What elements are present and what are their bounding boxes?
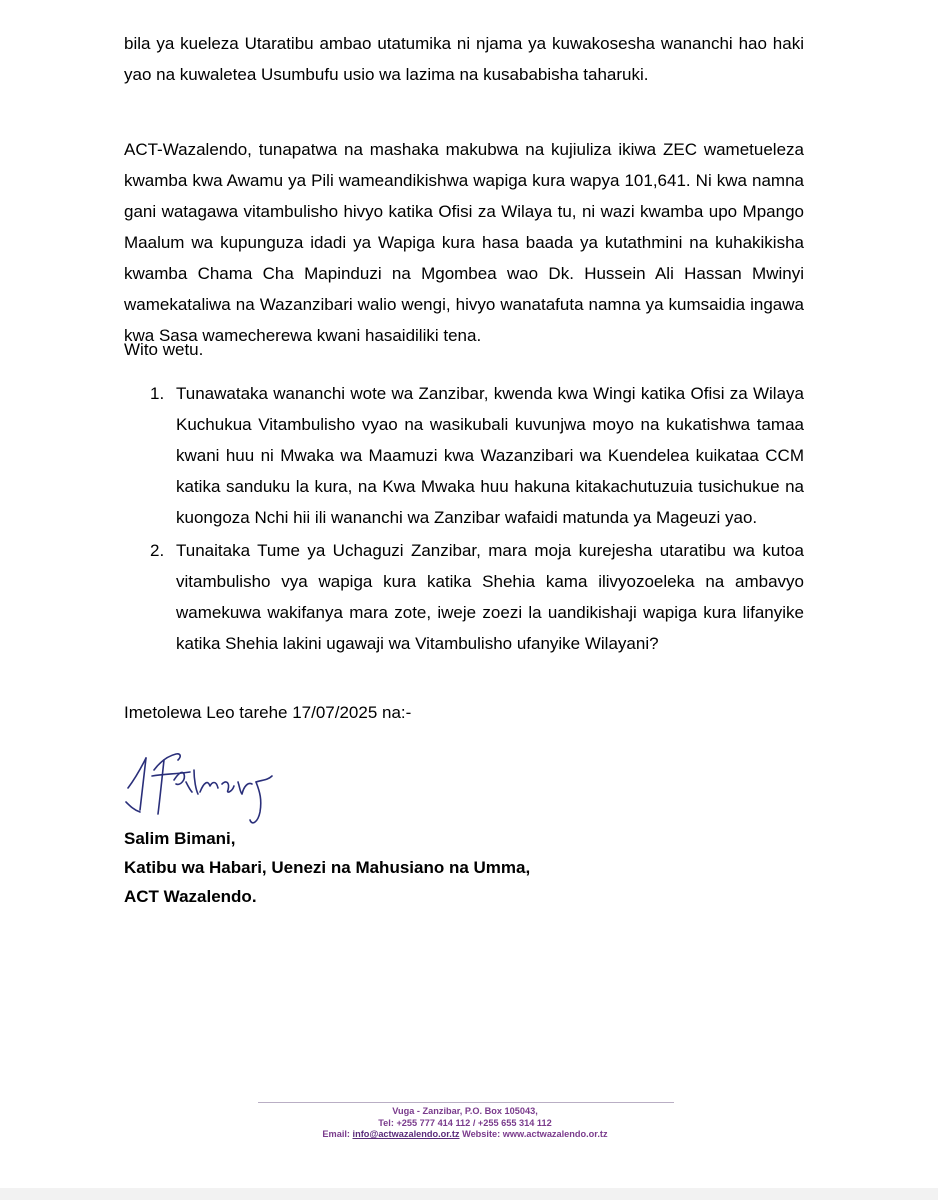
footer-website: Website: www.actwazalendo.or.tz (459, 1129, 608, 1139)
handwritten-signature (120, 740, 300, 835)
letterhead-footer (250, 1106, 680, 1141)
list-item-text: Tunaitaka Tume ya Uchaguzi Zanzibar, mara moja kurejesha utaratibu wa kutoa vitambulisho vya wapiga kura katika Shehia kama ilivyozoeleka na ambavyo wamekuwa wakifanya mara zote, iweje zoezi la uandikishaji wapiga kura lifanyike katika Shehia lakini ugawaji wa Vitambulisho ufanyike Wilayani? (176, 541, 804, 653)
footer-email-link[interactable]: info@actwazalendo.or.tz (352, 1129, 460, 1139)
footer-phone: Tel: +255 777 414 112 / +255 655 314 112 (378, 1117, 552, 1128)
footer-email-label: Email: (322, 1129, 353, 1139)
call-heading: Wito wetu. (124, 340, 204, 359)
list-item-number: 1. (150, 384, 165, 403)
list-item (124, 378, 804, 533)
footer-address: Vuga - Zanzibar, P.O. Box 105043, (392, 1106, 538, 1116)
footer-contacts (250, 1129, 680, 1141)
signatory-name: Salim Bimani, (124, 829, 236, 848)
signatory-title: Katibu wa Habari, Uenezi na Mahusiano na Umma, (124, 858, 531, 877)
paragraph-concern: ACT-Wazalendo, tunapatwa na mashaka makubwa na kujiuliza ikiwa ZEC wametueleza kwamba kwa Awamu ya Pili wameandikishwa wapiga kura wapya 101,641. Ni kwa namna gani watagawa vitambulisho hivyo katika Ofisi za Wilaya tu, ni wazi kwamba upo Mpango Maalum wa kupunguza idadi ya Wapiga kura hasa baada ya kutathmini na kuhakikisha kwamba Chama Cha Mapinduzi na Mgombea wao Dk. Hussein Ali Hassan Mwinyi wamekataliwa na Wazanzibari walio wengi, hivyo wanatafuta namna ya kumsaidia ingawa kwa Sasa wamecherewa kwani hasaidiliki tena. (124, 140, 804, 345)
list-item-text: Tunawataka wananchi wote wa Zanzibar, kwenda kwa Wingi katika Ofisi za Wilaya Kuchukua Vitambulisho vyao na wasikubali kuvunjwa moyo na kukatishwa tamaa kwani huu ni Mwaka wa Maamuzi kwa Wazanzibari wa Kuendelea kuikataa CCM katika sanduku la kura, na Kwa Mwaka huu hakuna kitakachutuzuia tusichukue na kuongoza Nchi hii ili wananchi wa Zanzibar wafaidi matunda ya Mageuzi yao. (176, 384, 804, 527)
paragraph-continuation: bila ya kueleza Utaratibu ambao utatumika ni njama ya kuwakosesha wananchi hao haki yao na kuwaletea Usumbufu usio wa lazima na kusababisha taharuki. (124, 34, 804, 84)
page-bottom-edge (0, 1188, 938, 1200)
list-item (124, 535, 804, 659)
footer-divider (258, 1102, 674, 1103)
demands-list (124, 378, 804, 659)
signatory-organization: ACT Wazalendo. (124, 887, 257, 906)
signatory-block (124, 824, 530, 911)
list-item-number: 2. (150, 541, 165, 560)
issued-date-line: Imetolewa Leo tarehe 17/07/2025 na:- (124, 703, 412, 722)
